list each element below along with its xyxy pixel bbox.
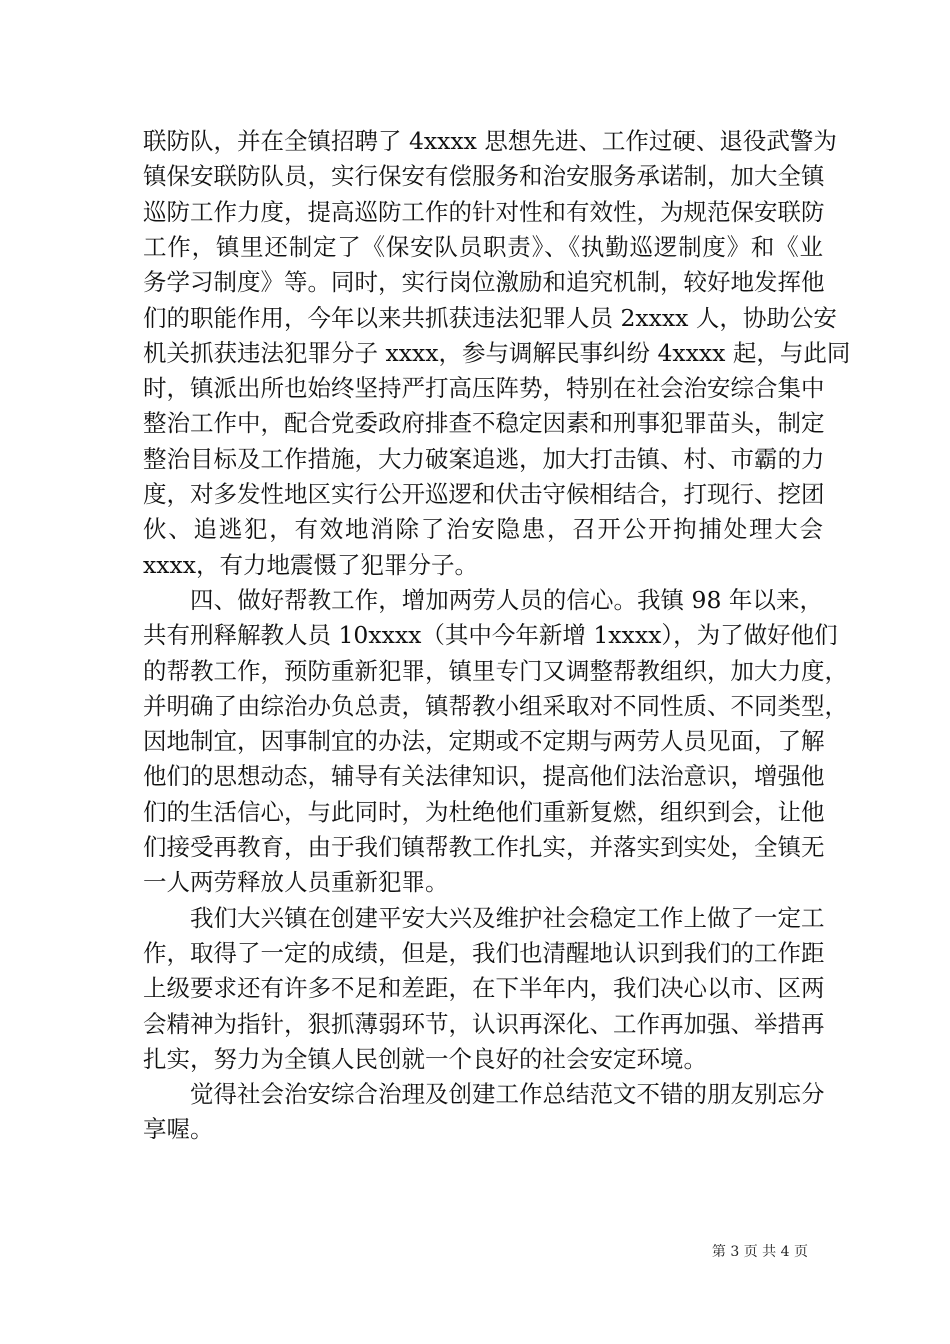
text-line: 们接受再教育，由于我们镇帮教工作扎实，并落实到实处，全镇无 xyxy=(143,833,825,861)
text-line: 一人两劳释放人员重新犯罪。 xyxy=(143,868,449,897)
text-line: 他们的思想动态，辅导有关法律知识，提高他们法治意识，增强他 xyxy=(143,762,825,791)
text-line: 会精神为指针，狠抓薄弱环节，认识再深化、工作再加强、举措再 xyxy=(143,1009,825,1038)
text-line: 整治工作中，配合党委政府排查不稳定因素和刑事犯罪苗头，制定 xyxy=(143,409,825,438)
text-line: 务学习制度》等。同时，实行岗位激励和追究机制，较好地发挥他 xyxy=(143,268,825,297)
text-line: 并明确了由综治办负总责，镇帮教小组采取对不同性质、不同类型， xyxy=(143,691,848,720)
text-line: 整治目标及工作措施，大力破案追逃，加大打击镇、村、市霸的力 xyxy=(143,444,825,473)
text-line: 机关抓获违法犯罪分子 xxxx，参与调解民事纠纷 4xxxx 起，与此同 xyxy=(143,338,851,367)
text-line: 度，对多发性地区实行公开巡逻和伏击守候相结合，打现行、挖团 xyxy=(143,480,825,508)
text-line: xxxx，有力地震慑了犯罪分子。 xyxy=(143,550,479,579)
text-line: 工作，镇里还制定了《保安队员职责》、《执勤巡逻制度》和《业 xyxy=(143,232,823,261)
text-line: 们的生活信心，与此同时，为杜绝他们重新复燃，组织到会，让他 xyxy=(143,797,825,826)
paragraph-first-line: 四、做好帮教工作，增加两劳人员的信心。我镇 98 年以来， xyxy=(143,585,823,614)
text-line: 作，取得了一定的成绩，但是，我们也清醒地认识到我们的工作距 xyxy=(143,938,825,967)
text-line: 巡防工作力度，提高巡防工作的针对性和有效性，为规范保安联防 xyxy=(143,197,825,226)
text-line: 时，镇派出所也始终坚持严打高压阵势，特别在社会治安综合集中 xyxy=(143,374,825,403)
page-number-footer: 第 3 页 共 4 页 xyxy=(711,1244,808,1260)
text-line: 镇保安联防队员，实行保安有偿服务和治安服务承诺制，加大全镇 xyxy=(143,162,825,191)
text-line: 扎实，努力为全镇人民创就一个良好的社会安定环境。 xyxy=(143,1044,707,1073)
paragraph-first-line: 觉得社会治安综合治理及创建工作总结范文不错的朋友别忘分 xyxy=(143,1080,825,1109)
text-line: 的帮教工作，预防重新犯罪，镇里专门又调整帮教组织，加大力度， xyxy=(143,656,848,685)
text-line: 们的职能作用，今年以来共抓获违法犯罪人员 2xxxx 人，协助公安 xyxy=(143,303,837,332)
text-line: 伙、追逃犯，有效地消除了治安隐患，召开公开拘捕处理大会 xyxy=(143,515,823,544)
text-line: 因地制宜，因事制宜的办法，定期或不定期与两劳人员见面，了解 xyxy=(143,727,825,756)
text-line: 享喔。 xyxy=(143,1115,214,1144)
paragraph-first-line: 我们大兴镇在创建平安大兴及维护社会稳定工作上做了一定工 xyxy=(143,903,825,932)
text-line: 共有刑释解教人员 10xxxx（其中今年新增 1xxxx），为了做好他们 xyxy=(143,621,838,650)
text-line: 联防队，并在全镇招聘了 4xxxx 思想先进、工作过硬、退役武警为 xyxy=(143,127,837,155)
text-line: 上级要求还有许多不足和差距，在下半年内，我们决心以市、区两 xyxy=(143,974,825,1003)
